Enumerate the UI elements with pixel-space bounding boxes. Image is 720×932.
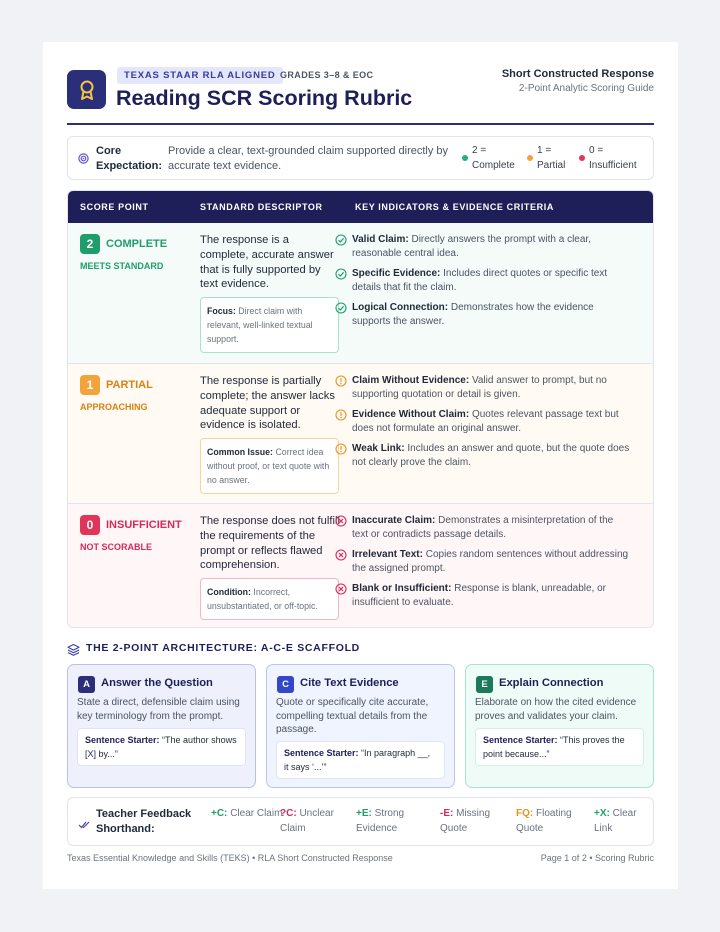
common-issue-note: Common Issue: Correct idea without proof, or text quote with no answer. — [200, 438, 339, 494]
ace-card-cite — [266, 664, 455, 788]
card-text: State a direct, defensible claim using key terminology from the prompt. — [77, 697, 240, 722]
indicator-item: Irrelevant Text: Copies random sentences without addressing the assigned prompt. — [352, 548, 632, 576]
card-letter-badge: E — [476, 676, 493, 693]
ace-card-explain — [465, 664, 654, 788]
header-right-subtitle: 2-Point Analytic Scoring Guide — [518, 83, 654, 94]
core-expectation-box — [67, 136, 654, 180]
score-level: PARTIAL — [106, 379, 153, 391]
green-dot-icon — [462, 155, 468, 161]
red-dot-icon — [579, 155, 585, 161]
alert-circle-icon — [335, 375, 347, 387]
table-header — [68, 191, 653, 223]
indicator-item: Specific Evidence: Includes direct quotes or specific text details that fit the claim. — [352, 267, 632, 295]
card-title: Explain Connection — [499, 677, 604, 689]
feedback-code: -E: Missing Quote — [440, 808, 491, 834]
ace-card-answer — [67, 664, 256, 788]
core-expectation-text: Provide a clear, text-grounded claim supported directly by accurate text evidence. — [168, 145, 449, 172]
feedback-code: +E: Strong Evidence — [356, 808, 405, 834]
standard-descriptor: The response does not fulfill the requirements of the prompt or reflects flawed comprehension. — [200, 515, 340, 572]
card-letter-badge: A — [78, 676, 95, 693]
legend-partial: 1 = Partial — [537, 144, 577, 173]
x-circle-icon — [335, 515, 347, 527]
indicator-item: Inaccurate Claim: Demonstrates a misinterpretation of the text or contradicts passage details. — [352, 514, 632, 542]
rubric-table — [67, 190, 654, 628]
sentence-starter: Sentence Starter: “This proves the point because...” — [475, 728, 644, 766]
score-sublabel: MEETS STANDARD — [80, 261, 164, 271]
score-sublabel: NOT SCORABLE — [80, 542, 152, 552]
indicator-item: Blank or Insufficient: Response is blank, unreadable, or insufficient to evaluate. — [352, 582, 632, 610]
standard-descriptor: The response is partially complete; the answer lacks adequate support or evidence is isolated. — [200, 375, 335, 432]
alert-circle-icon — [335, 409, 347, 421]
architecture-title: THE 2-POINT ARCHITECTURE: A-C-E SCAFFOLD — [86, 642, 360, 654]
card-title: Answer the Question — [101, 677, 213, 689]
indicator-item: Logical Connection: Demonstrates how the evidence supports the answer. — [352, 301, 632, 329]
card-text: Elaborate on how the cited evidence proves and validates your claim. — [475, 697, 637, 722]
card-text: Quote or specifically cite accurate, compelling textual details from the passage. — [276, 697, 429, 735]
feedback-shorthand-box — [67, 797, 654, 846]
check-circle-icon — [335, 302, 347, 314]
score-level: COMPLETE — [106, 238, 168, 250]
target-icon — [78, 151, 89, 169]
x-circle-icon — [335, 583, 347, 595]
score-sublabel: APPROACHING — [80, 402, 148, 412]
feedback-code: +X: Clear Link — [594, 808, 637, 834]
feedback-code: FQ: Floating Quote — [516, 808, 572, 834]
check-circle-icon — [335, 268, 347, 280]
indicator-item: Claim Without Evidence: Valid answer to prompt, but no supporting quotation or detail is given. — [352, 374, 632, 402]
indicator-item: Weak Link: Includes an answer and quote, but the quote does not clearly prove the claim. — [352, 442, 632, 470]
focus-note: Focus: Direct claim with relevant, well-linked textual support. — [200, 297, 339, 353]
indicator-item: Evidence Without Claim: Quotes relevant passage text but does not formulate an original answer. — [352, 408, 632, 436]
score-row-insufficient — [68, 503, 653, 628]
score-row-partial — [68, 363, 653, 503]
header-divider — [67, 123, 654, 125]
grades-label: GRADES 3–8 & EOC — [280, 70, 374, 80]
score-badge: 0 — [80, 515, 100, 535]
rubric-page — [43, 42, 678, 889]
core-expectation-label: Core Expectation: — [96, 145, 163, 172]
check-circle-icon — [335, 234, 347, 246]
footer-right: Page 1 of 2 • Scoring Rubric — [540, 853, 654, 863]
header-score-point: SCORE POINT — [80, 202, 149, 212]
standard-descriptor: The response is a complete, accurate answer that is fully supported by text evidence. — [200, 234, 334, 291]
page-title: Reading SCR Scoring Rubric — [116, 86, 413, 110]
indicator-item: Valid Claim: Directly answers the prompt with a clear, reasonable central idea. — [352, 233, 632, 261]
card-letter-badge: C — [277, 676, 294, 693]
alignment-tag: TEXAS STAAR RLA ALIGNED — [117, 67, 283, 84]
score-badge: 2 — [80, 234, 100, 254]
feedback-code: ?C: Unclear Claim — [280, 808, 334, 834]
x-circle-icon — [335, 549, 347, 561]
alert-circle-icon — [335, 443, 347, 455]
legend-complete: 2 = Complete — [472, 144, 520, 173]
feedback-label: Teacher Feedback Shorthand: — [96, 808, 192, 835]
condition-note: Condition: Incorrect, unsubstantiated, or off-topic. — [200, 578, 339, 620]
header-key-indicators: KEY INDICATORS & EVIDENCE CRITERIA — [355, 202, 554, 212]
award-ribbon-icon — [67, 70, 106, 109]
feedback-code: +C: Clear Claim — [211, 808, 283, 819]
score-badge: 1 — [80, 375, 100, 395]
sentence-starter: Sentence Starter: “In paragraph __, it says ‘...’” — [276, 741, 445, 779]
sentence-starter: Sentence Starter: “The author shows [X] by...” — [77, 728, 246, 766]
footer-left: Texas Essential Knowledge and Skills (TEKS) • RLA Short Constructed Response — [67, 853, 393, 863]
header-right-title: Short Constructed Response — [501, 68, 654, 80]
card-title: Cite Text Evidence — [300, 677, 399, 689]
orange-dot-icon — [527, 155, 533, 161]
legend-insufficient: 0 = Insufficient — [589, 144, 651, 173]
header-standard-descriptor: STANDARD DESCRIPTOR — [200, 202, 323, 212]
score-row-complete — [68, 223, 653, 363]
score-level: INSUFFICIENT — [106, 519, 182, 531]
check-double-icon — [78, 817, 90, 835]
